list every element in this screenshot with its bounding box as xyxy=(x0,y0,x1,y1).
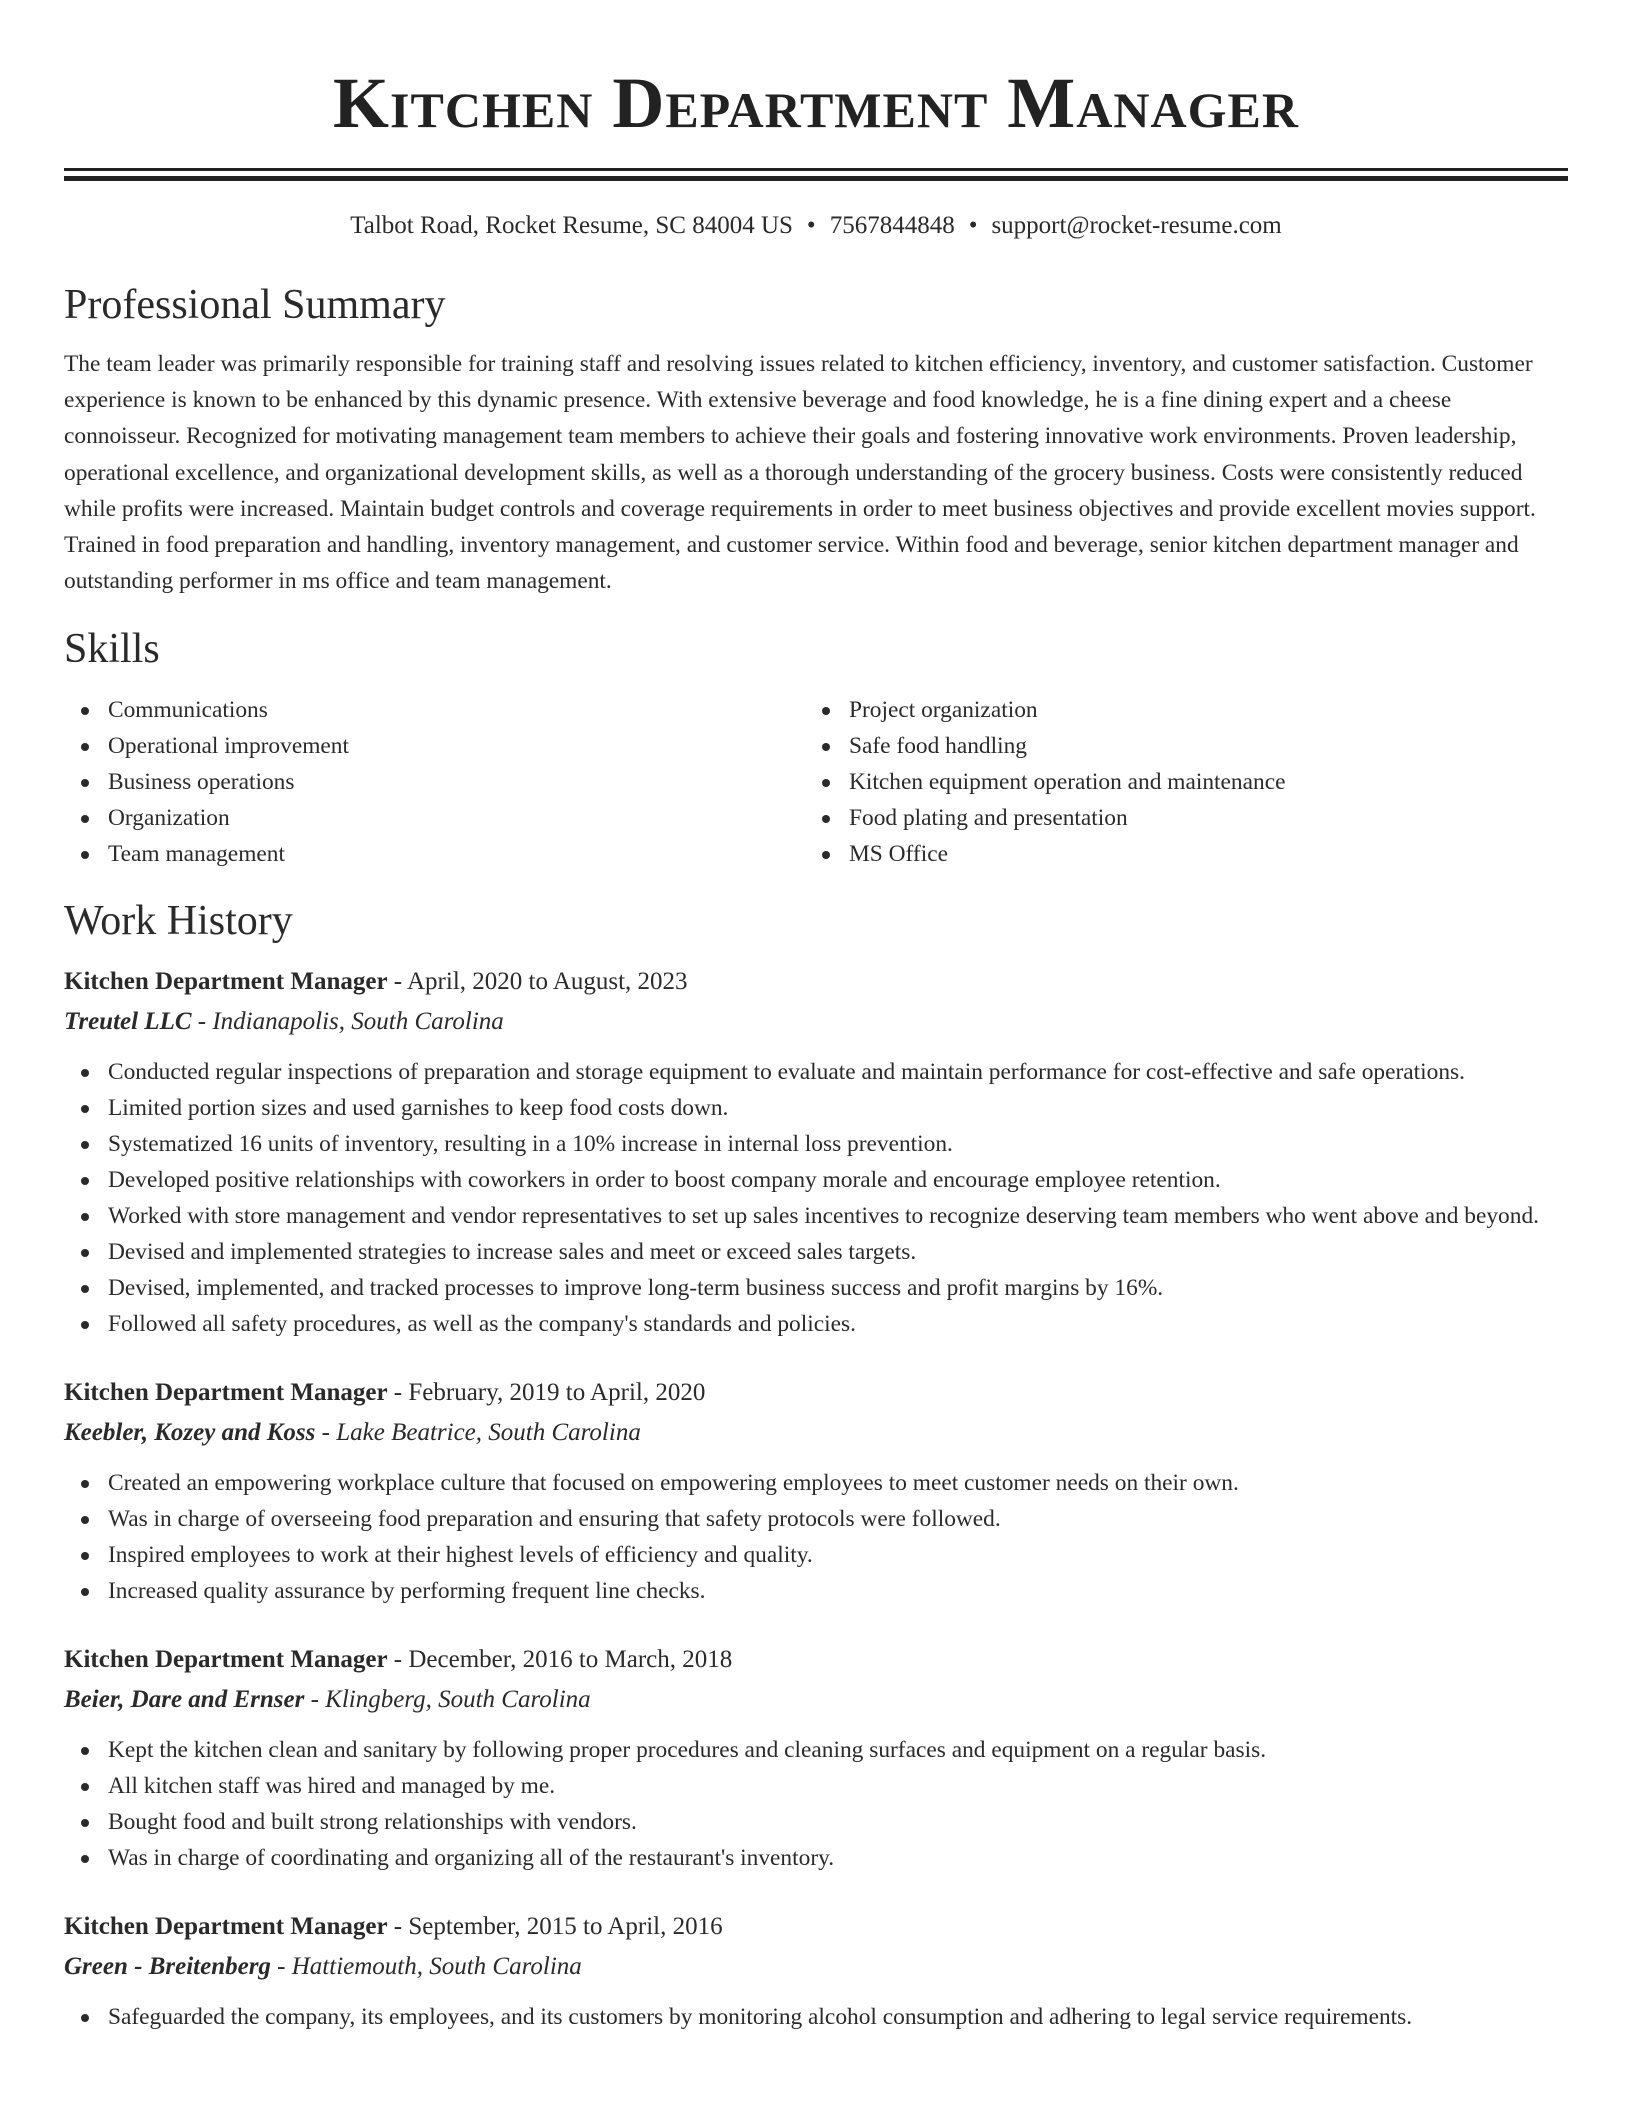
job-location: - Klingberg, South Carolina xyxy=(304,1686,591,1714)
job-dates: - February, 2019 to April, 2020 xyxy=(387,1379,706,1407)
job-dates: - December, 2016 to March, 2018 xyxy=(387,1646,733,1674)
job-duty: Was in charge of overseeing food preparation and ensuring that safety protocols were followed. xyxy=(108,1501,1568,1537)
job-dates: - September, 2015 to April, 2016 xyxy=(387,1913,723,1941)
skill-item: Operational improvement xyxy=(108,728,806,764)
job-title: Kitchen Department Manager xyxy=(64,1379,388,1407)
job-duties xyxy=(64,1054,1568,1342)
job-title-line xyxy=(64,1373,1568,1413)
skill-item: Kitchen equipment operation and maintenance xyxy=(849,764,1548,800)
job-duties xyxy=(64,1465,1568,1609)
job-duty: Devised and implemented strategies to increase sales and meet or exceed sales targets. xyxy=(108,1234,1568,1270)
job-location: - Indianapolis, South Carolina xyxy=(191,1008,504,1036)
job-duty: Kept the kitchen clean and sanitary by following proper procedures and cleaning surfaces and equipment on a regular basis. xyxy=(108,1732,1568,1768)
job-company-line xyxy=(64,1680,1568,1720)
job-company-line xyxy=(64,1413,1568,1453)
job-entry xyxy=(64,1373,1568,1609)
resume-page xyxy=(64,0,1568,2035)
job-duty: Increased quality assurance by performing frequent line checks. xyxy=(108,1573,1568,1609)
job-company: Green - Breitenberg xyxy=(64,1953,271,1981)
skills-column-left xyxy=(64,692,806,872)
job-duty: Devised, implemented, and tracked processes to improve long-term business success and profit margins by 16%. xyxy=(108,1270,1568,1306)
header-rule xyxy=(64,168,1568,171)
job-duties xyxy=(64,1999,1568,2035)
job-title-line xyxy=(64,1640,1568,1680)
job-duty: Systematized 16 units of inventory, resulting in a 10% increase in internal loss prevention. xyxy=(108,1126,1568,1162)
summary-heading: Professional Summary xyxy=(64,282,446,328)
job-duty: Safeguarded the company, its employees, and its customers by monitoring alcohol consumption and adhering to legal service requirements. xyxy=(108,1999,1568,2035)
job-entry xyxy=(64,1640,1568,1876)
job-entry xyxy=(64,1907,1568,2035)
skill-item: Safe food handling xyxy=(849,728,1548,764)
contact-phone: 7567844848 xyxy=(829,212,955,239)
skill-item: Project organization xyxy=(849,692,1548,728)
contact-separator: • xyxy=(806,212,816,239)
job-company-line xyxy=(64,1002,1568,1042)
skill-item: MS Office xyxy=(849,836,1548,872)
job-duty: Was in charge of coordinating and organizing all of the restaurant's inventory. xyxy=(108,1840,1568,1876)
job-company-line xyxy=(64,1947,1568,1987)
job-duty: All kitchen staff was hired and managed by me. xyxy=(108,1768,1568,1804)
job-duty: Developed positive relationships with coworkers in order to boost company morale and encourage employee retention. xyxy=(108,1162,1568,1198)
job-company: Beier, Dare and Ernser xyxy=(64,1686,305,1714)
skill-item: Communications xyxy=(108,692,806,728)
job-duty: Followed all safety procedures, as well as the company's standards and policies. xyxy=(108,1306,1568,1342)
header-rule-double xyxy=(64,176,1568,181)
job-title-line xyxy=(64,1907,1568,1947)
job-duty: Limited portion sizes and used garnishes to keep food costs down. xyxy=(108,1090,1568,1126)
job-duty: Conducted regular inspections of preparation and storage equipment to evaluate and maintain performance for cost-effective and safe operations. xyxy=(108,1054,1568,1090)
job-title: Kitchen Department Manager xyxy=(64,1913,388,1941)
skills-heading: Skills xyxy=(64,626,160,673)
job-duty: Created an empowering workplace culture that focused on empowering employees to meet customer needs on their own. xyxy=(108,1465,1568,1501)
job-duty: Worked with store management and vendor representatives to set up sales incentives to recognize deserving team members who went above and beyond. xyxy=(108,1198,1568,1234)
contact-email: support@rocket-resume.com xyxy=(991,212,1282,239)
skills-list xyxy=(64,692,1568,872)
job-location: - Hattiemouth, South Carolina xyxy=(270,1953,582,1981)
job-title-line xyxy=(64,962,1568,1002)
job-duties xyxy=(64,1732,1568,1876)
contact-line xyxy=(64,211,1568,241)
work-history-heading: Work History xyxy=(64,898,293,945)
job-dates: - April, 2020 to August, 2023 xyxy=(387,968,688,996)
job-duty: Inspired employees to work at their highest levels of efficiency and quality. xyxy=(108,1537,1568,1573)
job-entry xyxy=(64,962,1568,1342)
contact-separator: • xyxy=(968,212,978,239)
resume-name: Kitchen Department Manager xyxy=(333,63,1299,143)
job-title: Kitchen Department Manager xyxy=(64,1646,388,1674)
skill-item: Team management xyxy=(108,836,806,872)
summary-text: The team leader was primarily responsible for training staff and resolving issues related to kitchen efficiency, inventory, and customer satisfaction. Customer experience is known to be enhanced by this dynamic presence. With extensive beverage and food knowledge, he is a fine dining expert and a cheese connoisseur. Recognized for motivating management team members to achieve their goals and fostering innovative work environments. Proven leadership, operational excellence, and organizational development skills, as well as a thorough understanding of the grocery business. Costs were consistently reduced while profits were increased. Maintain budget controls and coverage requirements in order to meet business objectives and provide excellent movies support. Trained in food preparation and handling, inventory management, and customer service. Within food and beverage, senior kitchen department manager and outstanding performer in ms office and team management. xyxy=(64,351,1536,595)
job-title: Kitchen Department Manager xyxy=(64,968,388,996)
skills-column-right xyxy=(806,692,1548,872)
job-company: Keebler, Kozey and Koss xyxy=(64,1419,316,1447)
skill-item: Food plating and presentation xyxy=(849,800,1548,836)
job-company: Treutel LLC xyxy=(64,1008,192,1036)
skill-item: Business operations xyxy=(108,764,806,800)
skill-item: Organization xyxy=(108,800,806,836)
job-duty: Bought food and built strong relationships with vendors. xyxy=(108,1804,1568,1840)
job-location: - Lake Beatrice, South Carolina xyxy=(315,1419,641,1447)
contact-address: Talbot Road, Rocket Resume, SC 84004 US xyxy=(350,212,793,239)
